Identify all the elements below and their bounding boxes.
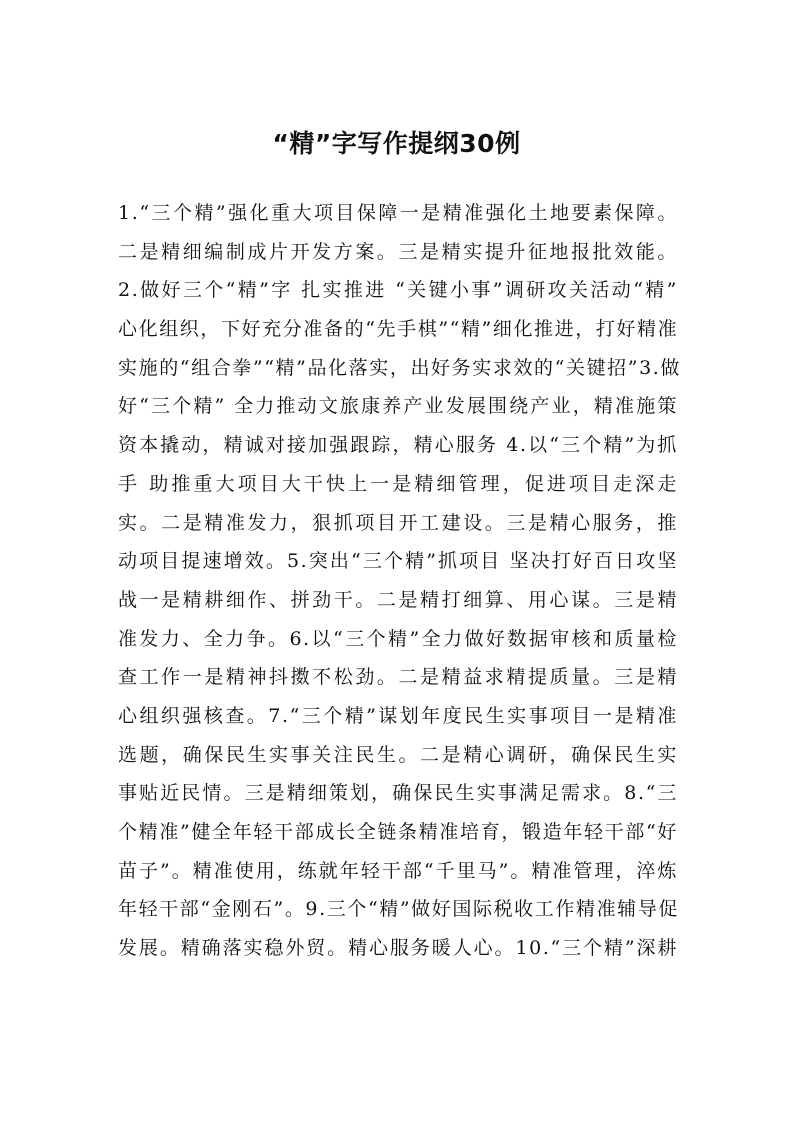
body-line: 2.做好三个“精”字 扎实推进 “关键小事”调研攻关活动“精” <box>118 279 678 302</box>
body-line: 事贴近民情。三是精细策划，确保民生实事满足需求。8.“三 <box>118 782 678 805</box>
document-title: “精”字写作提纲30例 <box>272 129 521 158</box>
body-line: 发展。精确落实稳外贸。精心服务暖人心。10.“三个精”深耕 <box>118 937 678 960</box>
body-line: 手 助推重大项目大干快上一是精细管理，促进项目走深走 <box>118 472 678 495</box>
body-line: 战一是精耕细作、拼劲干。二是精打细算、用心谋。三是精 <box>118 588 678 611</box>
body-line: 实施的“组合拳”“精”品化落实，出好务实求效的“关键招”3.做 <box>118 356 682 379</box>
body-line: 1.“三个精”强化重大项目保障一是精准强化土地要素保障。 <box>118 202 678 224</box>
body-line: 动项目提速增效。5.突出“三个精”抓项目 坚决打好百日攻坚 <box>118 550 678 573</box>
body-line: 年轻干部“金刚石”。9.三个“精”做好国际税收工作精准辅导促 <box>118 898 679 921</box>
body-line: 好“三个精” 全力推动文旅康养产业发展围绕产业，精准施策 <box>118 395 678 418</box>
body-line: 查工作一是精神抖擞不松劲。二是精益求精提质量。三是精 <box>118 666 678 689</box>
document-body <box>118 194 682 968</box>
body-line: 选题，确保民生实事关注民生。二是精心调研，确保民生实 <box>118 743 678 766</box>
body-line: 心组织强核查。7.“三个精”谋划年度民生实事项目一是精准 <box>118 704 678 727</box>
body-line: 资本撬动，精诚对接加强跟踪，精心服务 4.以“三个精”为抓 <box>118 434 678 457</box>
body-line: 二是精细编制成片开发方案。三是精实提升征地报批效能。 <box>118 240 678 263</box>
body-line: 实。二是精准发力，狠抓项目开工建设。三是精心服务，推 <box>118 511 678 534</box>
body-line: 心化组织，下好充分准备的“先手棋”“精”细化推进，打好精准 <box>118 318 679 341</box>
body-line: 个精准”健全年轻干部成长全链条精准培育，锻造年轻干部“好 <box>118 821 678 843</box>
body-line: 准发力、全力争。6.以“三个精”全力做好数据审核和质量检 <box>118 627 678 650</box>
body-line: 苗子”。精准使用，练就年轻干部“千里马”。精准管理，淬炼 <box>118 859 678 882</box>
